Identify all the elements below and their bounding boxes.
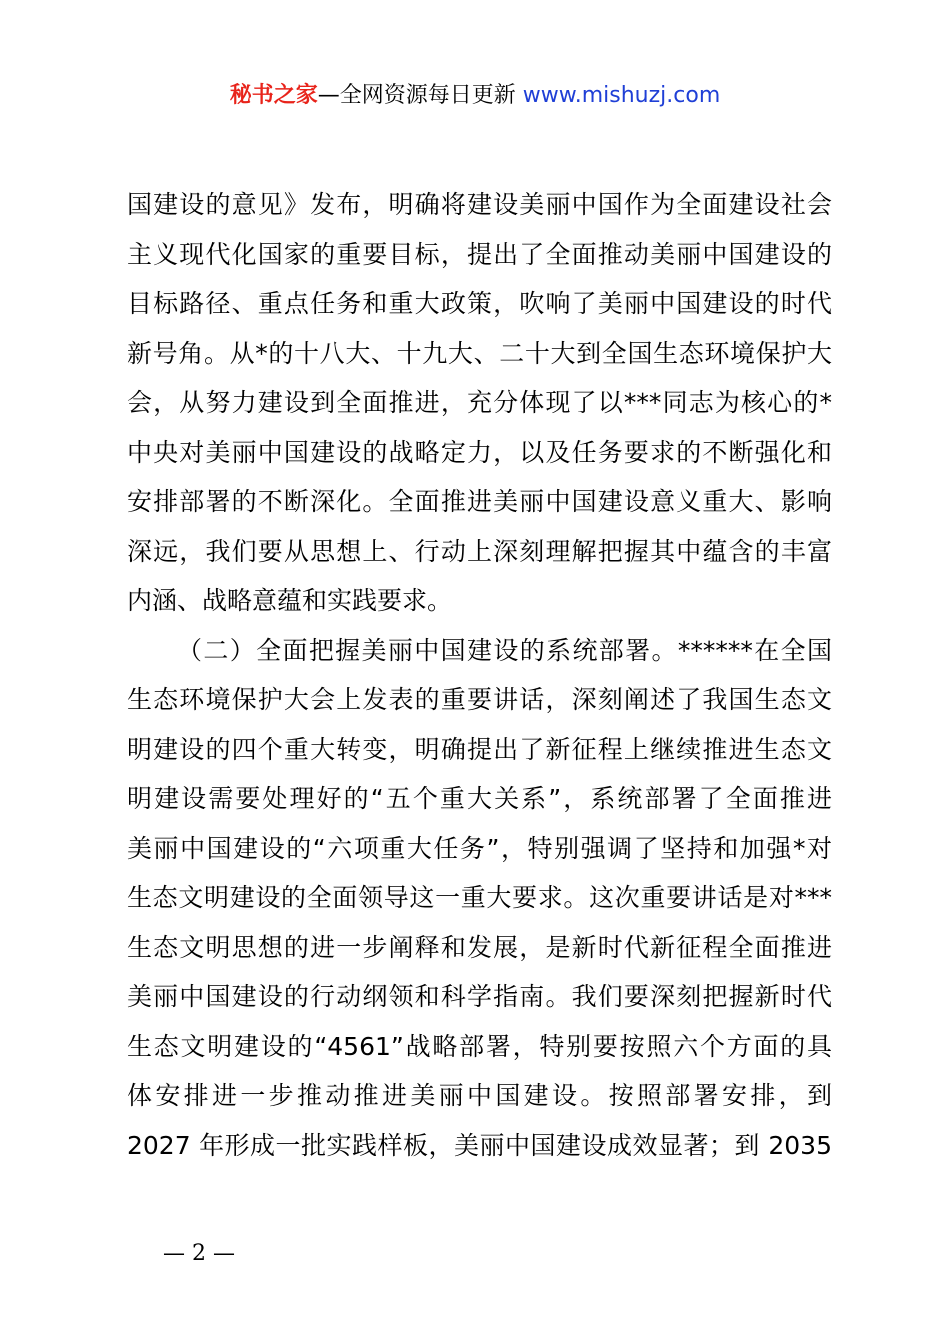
- text-line: 明建设需要处理好的“五个重大关系”，系统部署了全面推进: [127, 784, 832, 813]
- brand-name: 秘书之家: [229, 83, 318, 108]
- document-body: [127, 180, 832, 1170]
- paragraph-2: [127, 626, 832, 1171]
- text-line: 新号角。从*的十八大、十九大、二十大到全国生态环境保护大: [127, 338, 832, 368]
- page-number: — 2 —: [163, 1241, 235, 1266]
- text-line: 美丽中国建设的行动纲领和科学指南。我们要深刻把握新时代: [127, 982, 832, 1011]
- website-link[interactable]: www.mishuzj.com: [515, 83, 721, 108]
- text-line: 目标路径、重点任务和重大政策，吹响了美丽中国建设的时代: [127, 289, 832, 318]
- section-heading-line: （二）全面把握美丽中国建设的系统部署。******在全国: [177, 635, 832, 665]
- text-line: 深远，我们要从思想上、行动上深刻理解把握其中蕴含的丰富: [127, 536, 832, 566]
- text-line: 美丽中国建设的“六项重大任务”，特别强调了坚持和加强*对: [127, 833, 832, 863]
- text-line: 主义现代化国家的重要目标，提出了全面推动美丽中国建设的: [127, 239, 832, 269]
- text-line: 2027 年形成一批实践样板，美丽中国建设成效显著；到 2035: [127, 1130, 832, 1160]
- text-line: 体安排进一步推动推进美丽中国建设。按照部署安排，到: [127, 1081, 832, 1110]
- text-line: 生态文明思想的进一步阐释和发展，是新时代新征程全面推进: [127, 932, 832, 962]
- text-line: 会，从努力建设到全面推进，充分体现了以***同志为核心的*: [127, 388, 832, 417]
- text-line: 中央对美丽中国建设的战略定力，以及任务要求的不断强化和: [127, 437, 832, 467]
- text-line: 国建设的意见》发布，明确将建设美丽中国作为全面建设社会: [127, 190, 832, 219]
- header-tagline: —全网资源每日更新: [317, 83, 516, 108]
- text-line: 内涵、战略意蕴和实践要求。: [127, 586, 453, 615]
- site-header: [0, 80, 950, 112]
- text-line: 安排部署的不断深化。全面推进美丽中国建设意义重大、影响: [127, 487, 832, 516]
- text-line: 生态环境保护大会上发表的重要讲话，深刻阐述了我国生态文: [127, 685, 832, 714]
- text-line: 生态文明建设的全面领导这一重大要求。这次重要讲话是对***: [127, 883, 832, 912]
- text-line: 明建设的四个重大转变，明确提出了新征程上继续推进生态文: [127, 734, 832, 764]
- paragraph-1: [127, 180, 832, 626]
- text-line: 生态文明建设的“4561”战略部署，特别要按照六个方面的具: [127, 1031, 832, 1061]
